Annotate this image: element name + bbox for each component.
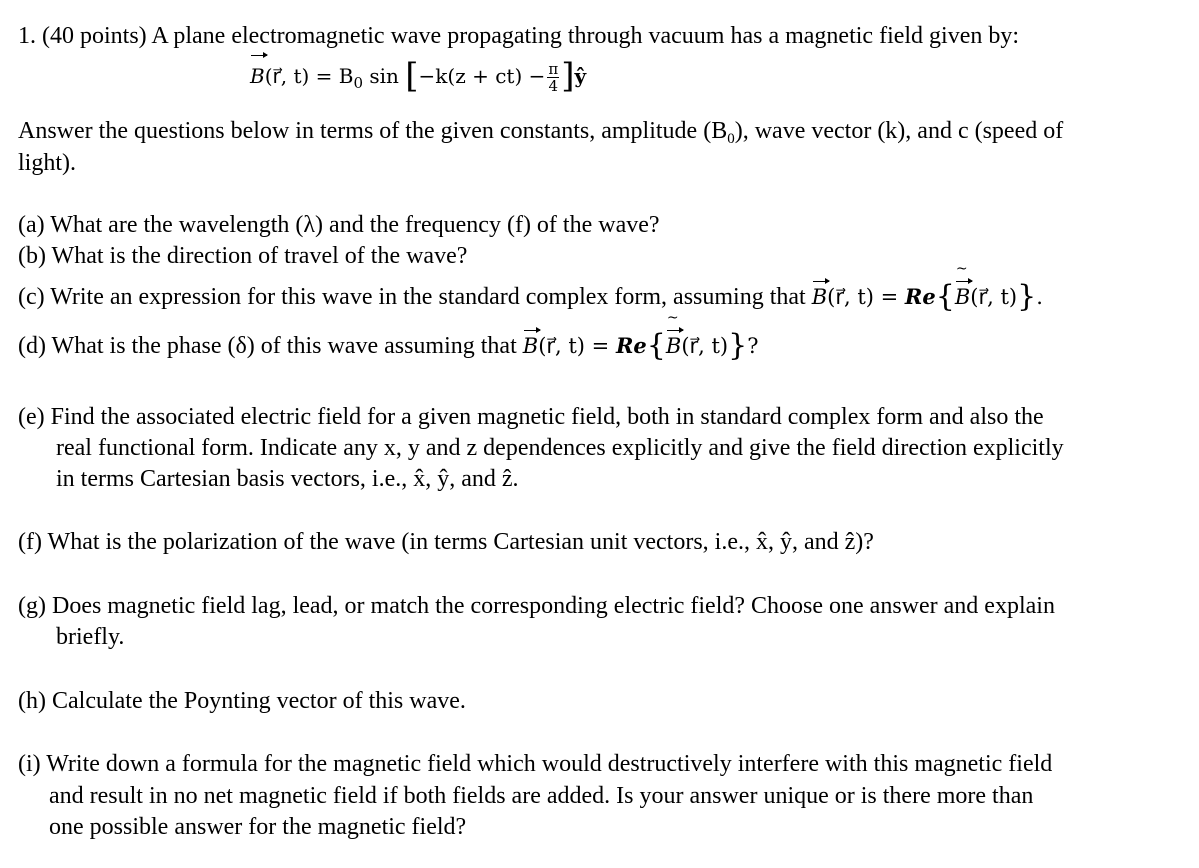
magnetic-field-equation: B(r⃗, $t) = B_0$ sin [−k(z + ct) − $\frac{\pi}{4}$ ]ŷ <box>250 56 587 96</box>
question-c: (c) Write an expression for this wave in the standard complex form, assuming that B(r⃗, t) = Re{~ B(r⃗, t)}. <box>18 282 1043 312</box>
question-g-line-1: (g) Does magnetic field lag, lead, or match the corresponding electric field? Choose one answer and explain <box>18 593 1055 619</box>
sin-function: sin <box>369 64 399 88</box>
question-a: (a) What are the wavelength (λ) and the frequency (f) of the wave? <box>18 212 660 238</box>
b-vector-symbol: B <box>250 56 265 96</box>
question-i-line-2: and result in no net magnetic field if both fields are added. Is your answer unique or is there more than <box>49 783 1034 809</box>
instructions-line-2: light). <box>18 150 76 176</box>
question-i-line-1: (i) Write down a formula for the magnetic field which would destructively interfere with this magnetic field <box>18 751 1053 777</box>
instructions-line-1: Answer the questions below in terms of the given constants, amplitude $(B_0)$, wave vector (k), and c (speed of <box>18 118 1064 147</box>
question-f: (f) What is the polarization of the wave (in terms Cartesian unit vectors, i.e., x̂, ŷ, and ẑ)? <box>18 529 874 555</box>
question-g-line-2: briefly. <box>56 624 125 650</box>
question-e-line-2: real functional form. Indicate any x, y and z dependences explicitly and give the field direction explicitly <box>56 435 1064 461</box>
question-h: (h) Calculate the Poynting vector of this wave. <box>18 688 466 714</box>
question-e-line-1: (e) Find the associated electric field for a given magnetic field, both in standard complex form and also the <box>18 404 1044 430</box>
left-bracket: [ <box>405 56 419 96</box>
problem-intro: 1. (40 points) A plane electromagnetic wave propagating through vacuum has a magnetic field given by: <box>18 23 1020 49</box>
question-e-line-3: in terms Cartesian basis vectors, i.e., x̂, ŷ, and ẑ. <box>56 466 519 492</box>
equation-argument: −k(z + ct) − <box>418 64 546 88</box>
equation-lhs: (r⃗, t) = B <box>264 64 354 88</box>
question-i-line-3: one possible answer for the magnetic field? <box>49 814 467 840</box>
pi-over-four: $\frac{\pi}{4}$ <box>548 60 559 95</box>
question-b: (b) What is the direction of travel of the wave? <box>18 243 468 269</box>
question-d: (d) What is the phase (δ) of this wave assuming that B(r⃗, t) = Re{~ B(r⃗, t)}? <box>18 331 758 361</box>
y-unit-vector: ŷ <box>574 64 587 88</box>
right-bracket: ] <box>561 56 575 96</box>
